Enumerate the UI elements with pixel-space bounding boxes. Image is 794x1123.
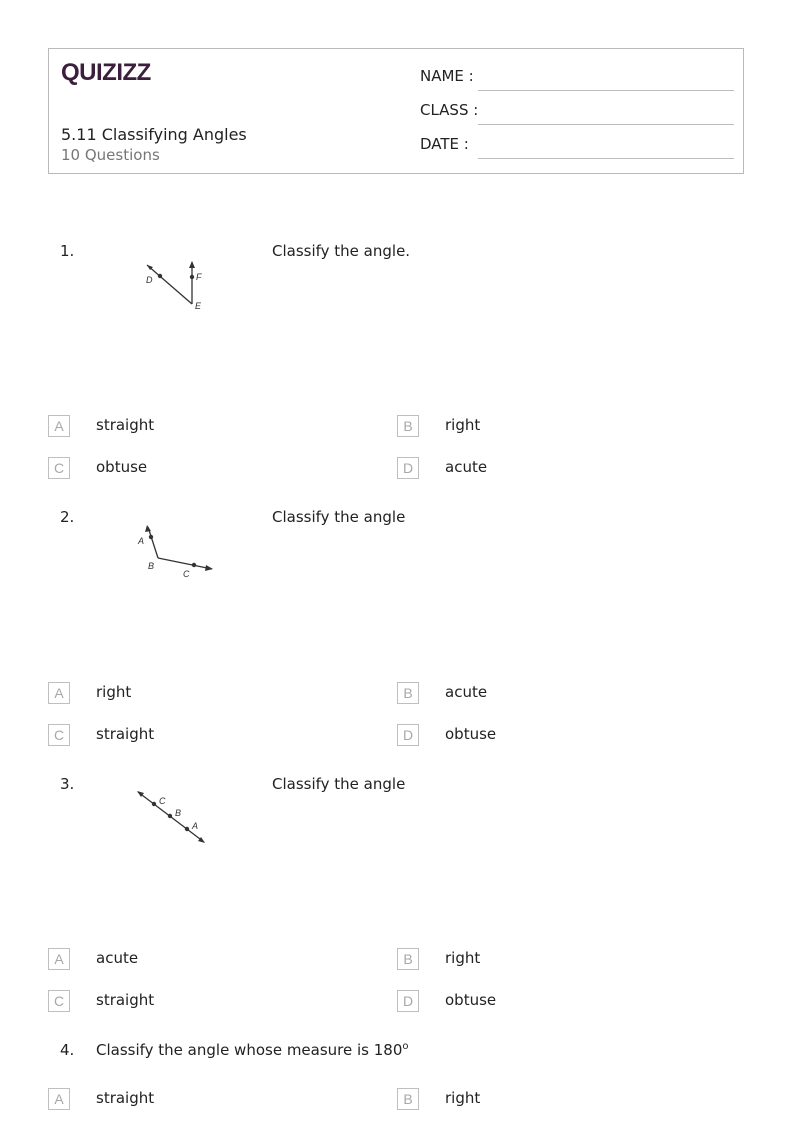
option-text: straight [96, 416, 155, 434]
quizizz-logo: QUIZIZZ [61, 59, 151, 86]
arrow-c [205, 565, 213, 571]
question-4-number: 4. [60, 1041, 75, 1059]
label-a: A [138, 536, 145, 546]
option-text: right [445, 416, 481, 434]
label-e: E [195, 301, 202, 311]
worksheet-title: 5.11 Classifying Angles [61, 125, 247, 144]
point-c [152, 802, 156, 806]
question-4-text [96, 1041, 409, 1059]
option-letter-box: C [48, 724, 70, 746]
label-c: C [159, 796, 166, 806]
option-letter-box: D [397, 990, 419, 1012]
straight-line-figure [132, 786, 212, 848]
question-1-text: Classify the angle. [272, 242, 411, 260]
angle-def-figure [140, 258, 220, 318]
label-d: D [146, 275, 153, 285]
option-text: acute [445, 458, 488, 476]
question-count: 10 Questions [61, 146, 160, 164]
option-letter-box: B [397, 948, 419, 970]
option-text: right [445, 949, 481, 967]
option-text: obtuse [445, 725, 497, 743]
question-4-text-main: Classify the angle whose measure is 180 [96, 1041, 403, 1059]
name-line[interactable] [478, 90, 734, 91]
name-label: NAME : [420, 67, 474, 85]
label-b: B [175, 808, 182, 818]
question-3-number: 3. [60, 775, 75, 793]
label-c: C [183, 569, 190, 579]
option-text: obtuse [445, 991, 497, 1009]
question-3-text: Classify the angle [272, 775, 406, 793]
option-letter-box: A [48, 415, 70, 437]
name-field[interactable] [420, 67, 734, 91]
option-text: acute [445, 683, 488, 701]
option-letter-box: A [48, 1088, 70, 1110]
worksheet-header [48, 48, 744, 174]
ray-ed [147, 265, 192, 304]
class-line[interactable] [478, 124, 734, 125]
point-f [190, 275, 194, 279]
point-b [168, 814, 172, 818]
option-text: straight [96, 725, 155, 743]
option-letter-box: B [397, 682, 419, 704]
arrow-f [189, 261, 195, 268]
option-letter-box: D [397, 724, 419, 746]
point-a [149, 535, 153, 539]
angle-abc-figure [134, 522, 218, 582]
point-c [192, 563, 196, 567]
option-text: straight [96, 991, 155, 1009]
label-b: B [148, 561, 155, 571]
date-line[interactable] [478, 158, 734, 159]
date-field[interactable] [420, 135, 734, 159]
option-letter-box: D [397, 457, 419, 479]
point-d [158, 274, 162, 278]
class-field[interactable] [420, 101, 734, 125]
option-letter-box: B [397, 1088, 419, 1110]
option-letter-box: B [397, 415, 419, 437]
label-a: A [192, 821, 199, 831]
point-a [185, 827, 189, 831]
option-letter-box: C [48, 990, 70, 1012]
arrow-a [145, 525, 151, 532]
option-letter-box: A [48, 948, 70, 970]
ray-bc [158, 558, 212, 569]
option-letter-box: C [48, 457, 70, 479]
degree-superscript: o [402, 1041, 409, 1052]
label-f: F [196, 272, 202, 282]
option-text: acute [96, 949, 139, 967]
option-text: right [96, 683, 132, 701]
date-label: DATE : [420, 135, 469, 153]
question-1-number: 1. [60, 242, 75, 260]
ray-ba [148, 527, 158, 558]
option-text: straight [96, 1089, 155, 1107]
option-text: right [445, 1089, 481, 1107]
question-2-text: Classify the angle [272, 508, 406, 526]
option-text: obtuse [96, 458, 148, 476]
option-letter-box: A [48, 682, 70, 704]
question-2-number: 2. [60, 508, 75, 526]
class-label: CLASS : [420, 101, 479, 119]
